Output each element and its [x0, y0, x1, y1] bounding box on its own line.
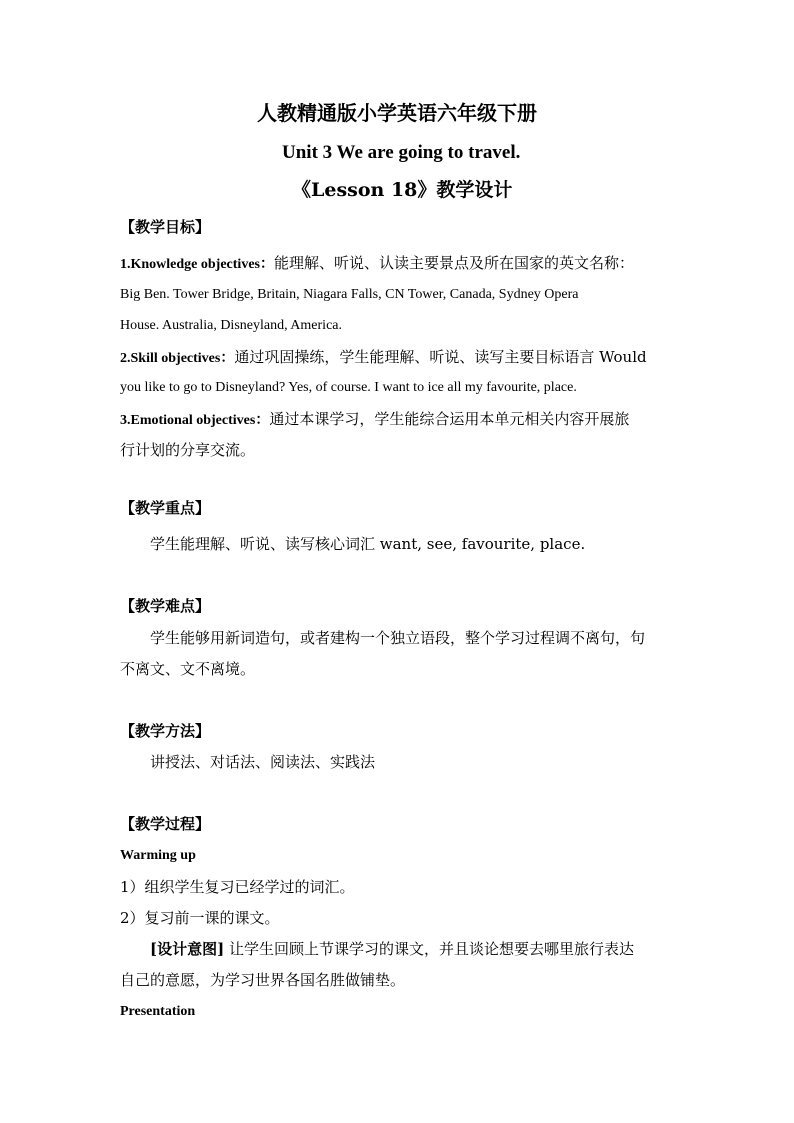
process-step-2: 2）复习前一课的课文。 — [120, 909, 280, 927]
difficulties-line-2: 不离文、文不离境。 — [120, 660, 256, 678]
knowledge-text: 能理解、听说、认读主要景点及所在国家的英文名称： — [273, 254, 634, 272]
design-intent-text: 让学生回顾上节课学习的课文，并且谈论想要去哪里旅行表达 — [224, 940, 634, 958]
knowledge-line-2: Big Ben. Tower Bridge, Britain, Niagara Falls, CN Tower, Canada, Sydney Opera — [120, 287, 579, 302]
methods-text: 讲授法、对话法、阅读法、实践法 — [150, 753, 376, 771]
key-points-heading: 【教学重点】 — [120, 499, 211, 517]
methods-heading: 【教学方法】 — [120, 722, 211, 740]
skill-line-2: you like to go to Disneyland? Yes, of course. I want to ice all my favourite, place. — [120, 380, 577, 395]
design-intent-line-2: 自己的意愿，为学习世界各国名胜做铺垫。 — [120, 971, 406, 989]
unit-title: Unit 3 We are going to travel. — [282, 142, 521, 163]
knowledge-label: 1.Knowledge objectives： — [120, 257, 274, 272]
presentation-label: Presentation — [120, 1004, 196, 1019]
knowledge-objective-line — [120, 253, 634, 275]
emotional-text: 通过本课学习，学生能综合运用本单元相关内容开展旅 — [269, 410, 630, 428]
lesson-title: 《Lesson 18》教学设计 — [292, 179, 513, 201]
process-heading: 【教学过程】 — [120, 815, 211, 833]
skill-label: 2.Skill objectives： — [120, 351, 235, 366]
difficulties-heading: 【教学难点】 — [120, 597, 211, 615]
objectives-heading: 【教学目标】 — [120, 218, 211, 236]
skill-text: 通过巩固操练，学生能理解、听说、读写主要目标语言 Would — [234, 348, 647, 366]
emotional-label: 3.Emotional objectives： — [120, 413, 270, 428]
design-intent-line — [150, 939, 634, 959]
difficulties-line-1: 学生能够用新词造句，或者建构一个独立语段，整个学习过程调不离句，句 — [150, 629, 646, 647]
skill-objective-line — [120, 347, 647, 369]
knowledge-line-3: House. Australia, Disneyland, America. — [120, 318, 343, 333]
document-title: 人教精通版小学英语六年级下册 — [257, 101, 537, 125]
key-points-text: 学生能理解、听说、读写核心词汇 want, see, favourite, place. — [150, 535, 586, 553]
design-intent-label: [设计意图] — [150, 940, 225, 958]
warming-up-label: Warming up — [120, 848, 196, 863]
emotional-objective-line — [120, 409, 629, 431]
process-step-1: 1）组织学生复习已经学过的词汇。 — [120, 878, 355, 896]
emotional-line-2: 行计划的分享交流。 — [120, 441, 256, 459]
